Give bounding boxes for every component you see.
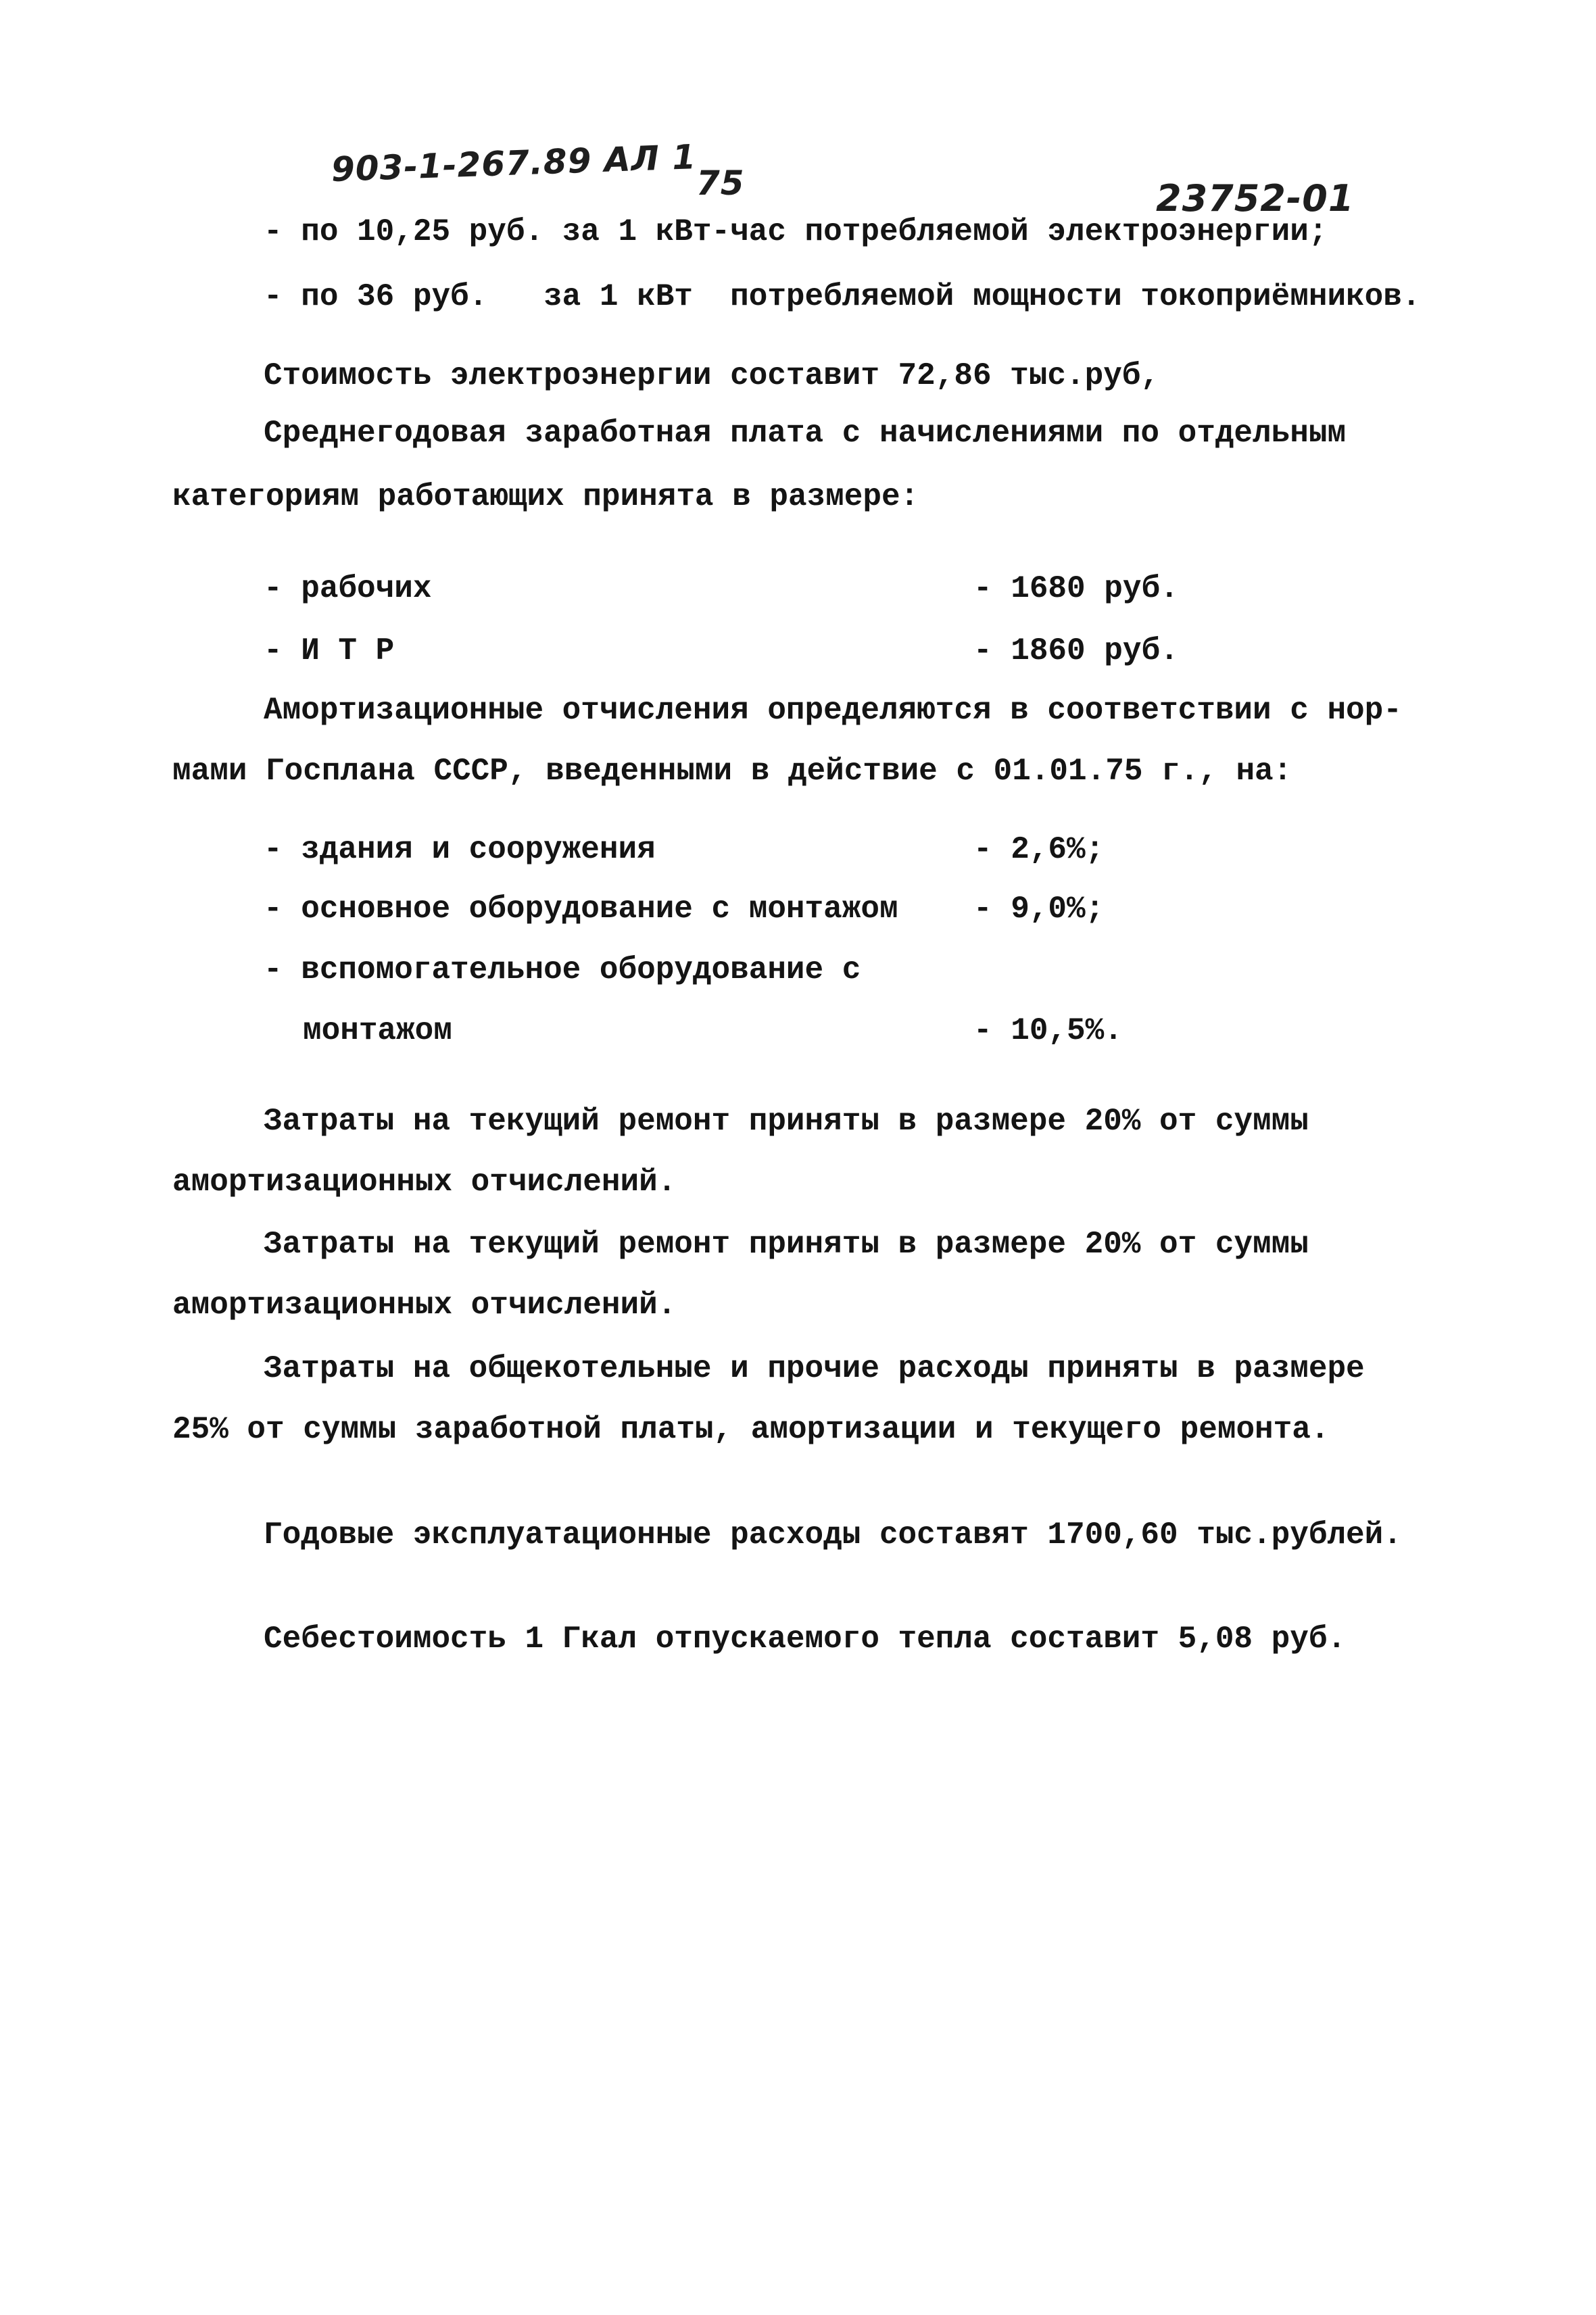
- annual-costs-line: Годовые эксплуатационные расходы составят 1700,60 тыс.рублей.: [264, 1517, 1402, 1553]
- tariff-line: - по 36 руб. за 1 кВт потребляемой мощности токоприёмников.: [264, 279, 1421, 314]
- amortization-item-label: - основное оборудование с монтажом: [264, 892, 898, 927]
- amortization-item-label: - вспомогательное оборудование с: [264, 952, 861, 988]
- salary-item-label: - И Т Р: [264, 633, 395, 668]
- overhead-paragraph-line: Затраты на общекотельные и прочие расходы приняты в размере: [264, 1351, 1365, 1386]
- amortization-item-value: - 10,5%.: [973, 1013, 1123, 1048]
- repair-paragraph-line: Затраты на текущий ремонт приняты в размере 20% от суммы: [264, 1104, 1309, 1139]
- electricity-cost-line: Стоимость электроэнергии составит 72,86 тыс.руб,: [264, 358, 1160, 393]
- overhead-paragraph-line: 25% от суммы заработной платы, амортизации и текущего ремонта.: [172, 1412, 1330, 1447]
- page-number: 75: [696, 164, 745, 203]
- amortization-item-value: - 9,0%;: [973, 892, 1105, 927]
- amortization-item-label: - здания и сооружения: [264, 832, 656, 867]
- salary-intro-line: категориям работающих принята в размере:: [172, 479, 919, 514]
- amortization-intro-line: Амортизационные отчисления определяются в соответствии с нор-: [264, 693, 1402, 728]
- amortization-intro-line: мами Госплана СССР, введенными в действие с 01.01.75 г., на:: [172, 754, 1292, 789]
- salary-item-value: - 1860 руб.: [973, 633, 1179, 668]
- repair-paragraph-line: амортизационных отчислений.: [172, 1288, 677, 1323]
- tariff-line: - по 10,25 руб. за 1 кВт-час потребляемой электроэнергии;: [264, 214, 1328, 249]
- amortization-item-value: - 2,6%;: [973, 832, 1105, 867]
- inventory-number: 23752-01: [1156, 177, 1355, 220]
- repair-paragraph-line: Затраты на текущий ремонт приняты в размере 20% от суммы: [264, 1227, 1309, 1262]
- handwritten-document-code: 903-1-267.89 АЛ 1: [330, 137, 698, 189]
- salary-item-value: - 1680 руб.: [973, 571, 1179, 606]
- unit-cost-line: Себестоимость 1 Гкал отпускаемого тепла составит 5,08 руб.: [264, 1622, 1347, 1657]
- repair-paragraph-line: амортизационных отчислений.: [172, 1165, 677, 1200]
- salary-intro-line: Среднегодовая заработная плата с начислениями по отдельным: [264, 416, 1347, 451]
- amortization-item-label: монтажом: [303, 1013, 452, 1048]
- salary-item-label: - рабочих: [264, 571, 432, 606]
